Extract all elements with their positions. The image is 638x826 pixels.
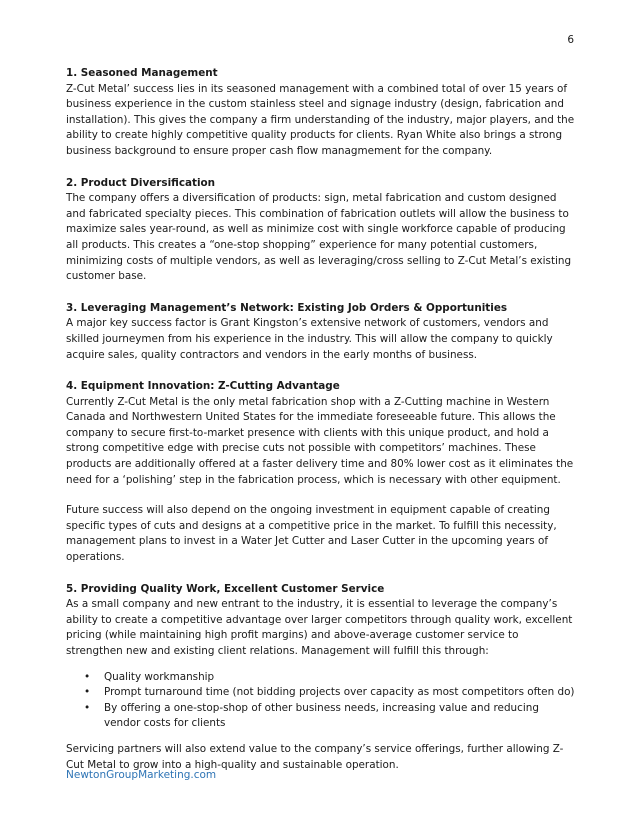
bullet-list: [66, 670, 576, 732]
document-body: [66, 66, 576, 773]
section-heading: 3. Leveraging Management’s Network: Existing Job Orders & Opportunities: [66, 301, 508, 314]
section-closing-paragraph: Servicing partners will also extend value to the company’s service offerings, further allowing Z-Cut Metal to grow into a high-quality and sustainable operation.: [66, 742, 564, 771]
section-paragraph: A major key success factor is Grant Kingston’s extensive network of customers, vendors and skilled journeymen from his experience in the industry. This will allow the company to quickly acquire sales, quality contractors and vendors in the early months of business.: [66, 317, 553, 361]
section-paragraph: Z-Cut Metal’ success lies in its seasoned management with a combined total of over 15 years of business experience in the custom stainless steel and signage industry (design, fabrication and installation). This gives the company a firm understanding of the industry, major players, and the ability to create highly competitive quality products for clients. Ryan White also brings a strong business background to ensure proper cash flow managmement for the company.: [66, 82, 575, 157]
section-heading: 4. Equipment Innovation: Z-Cutting Advantage: [66, 380, 340, 393]
bullet-item: • By offering a one-stop-shop of other business needs, increasing value and reducing vendor costs for clients: [84, 701, 576, 732]
section-equipment-innovation: [66, 379, 576, 566]
section-leveraging-network: [66, 301, 576, 363]
section-paragraph: Currently Z-Cut Metal is the only metal fabrication shop with a Z-Cutting machine in Western Canada and Northwestern United States for the immediate foreseeable future. This allows the company to secure first-to-market presence with clients with this unique product, and hold a strong competitive edge with precise cuts not possible with competitors’ machines. These products are additionally offered at a faster delivery time and 80% lower cost as it eliminates the need for a ‘polishing’ step in the fabrication process, which is necessary with other equipment.: [66, 395, 574, 486]
section-paragraph: As a small company and new entrant to the industry, it is essential to leverage the company’s ability to create a competitive advantage over larger competitors through quality work, excellent pricing (while maintaining high profit margins) and above-average customer service to strengthen new and existing client relations. Management will fulfill this through:: [66, 598, 573, 657]
section-seasoned-management: [66, 66, 576, 160]
section-product-diversification: [66, 176, 576, 285]
section-heading: 1. Seasoned Management: [66, 67, 218, 79]
bullet-item: • Prompt turnaround time (not bidding projects over capacity as most competitors often do): [84, 685, 576, 701]
page-number: 6: [567, 34, 574, 46]
section-heading: 5. Providing Quality Work, Excellent Customer Service: [66, 582, 385, 595]
footer-website-link[interactable]: NewtonGroupMarketing.com: [66, 769, 217, 781]
bullet-item: • Quality workmanship: [84, 670, 576, 686]
section-heading: 2. Product Diversification: [66, 176, 216, 189]
section-quality-work: [66, 582, 576, 774]
section-paragraph: Future success will also depend on the ongoing investment in equipment capable of creating specific types of cuts and designs at a competitive price in the market. To fulfill this necessity, management plans to invest in a Water Jet Cutter and Laser Cutter in the upcoming years of operations.: [66, 504, 557, 564]
section-paragraph: The company offers a diversification of products: sign, metal fabrication and custom designed and fabricated specialty pieces. This combination of fabrication outlets will allow the business to maximize sales year-round, as well as minimize cost with single workforce capable of producing all products. This creates a “one-stop shopping” experience for many potential customers, minimizing costs of multiple vendors, as well as leveraging/cross selling to Z-Cut Metal’s existing customer base.: [66, 192, 572, 283]
